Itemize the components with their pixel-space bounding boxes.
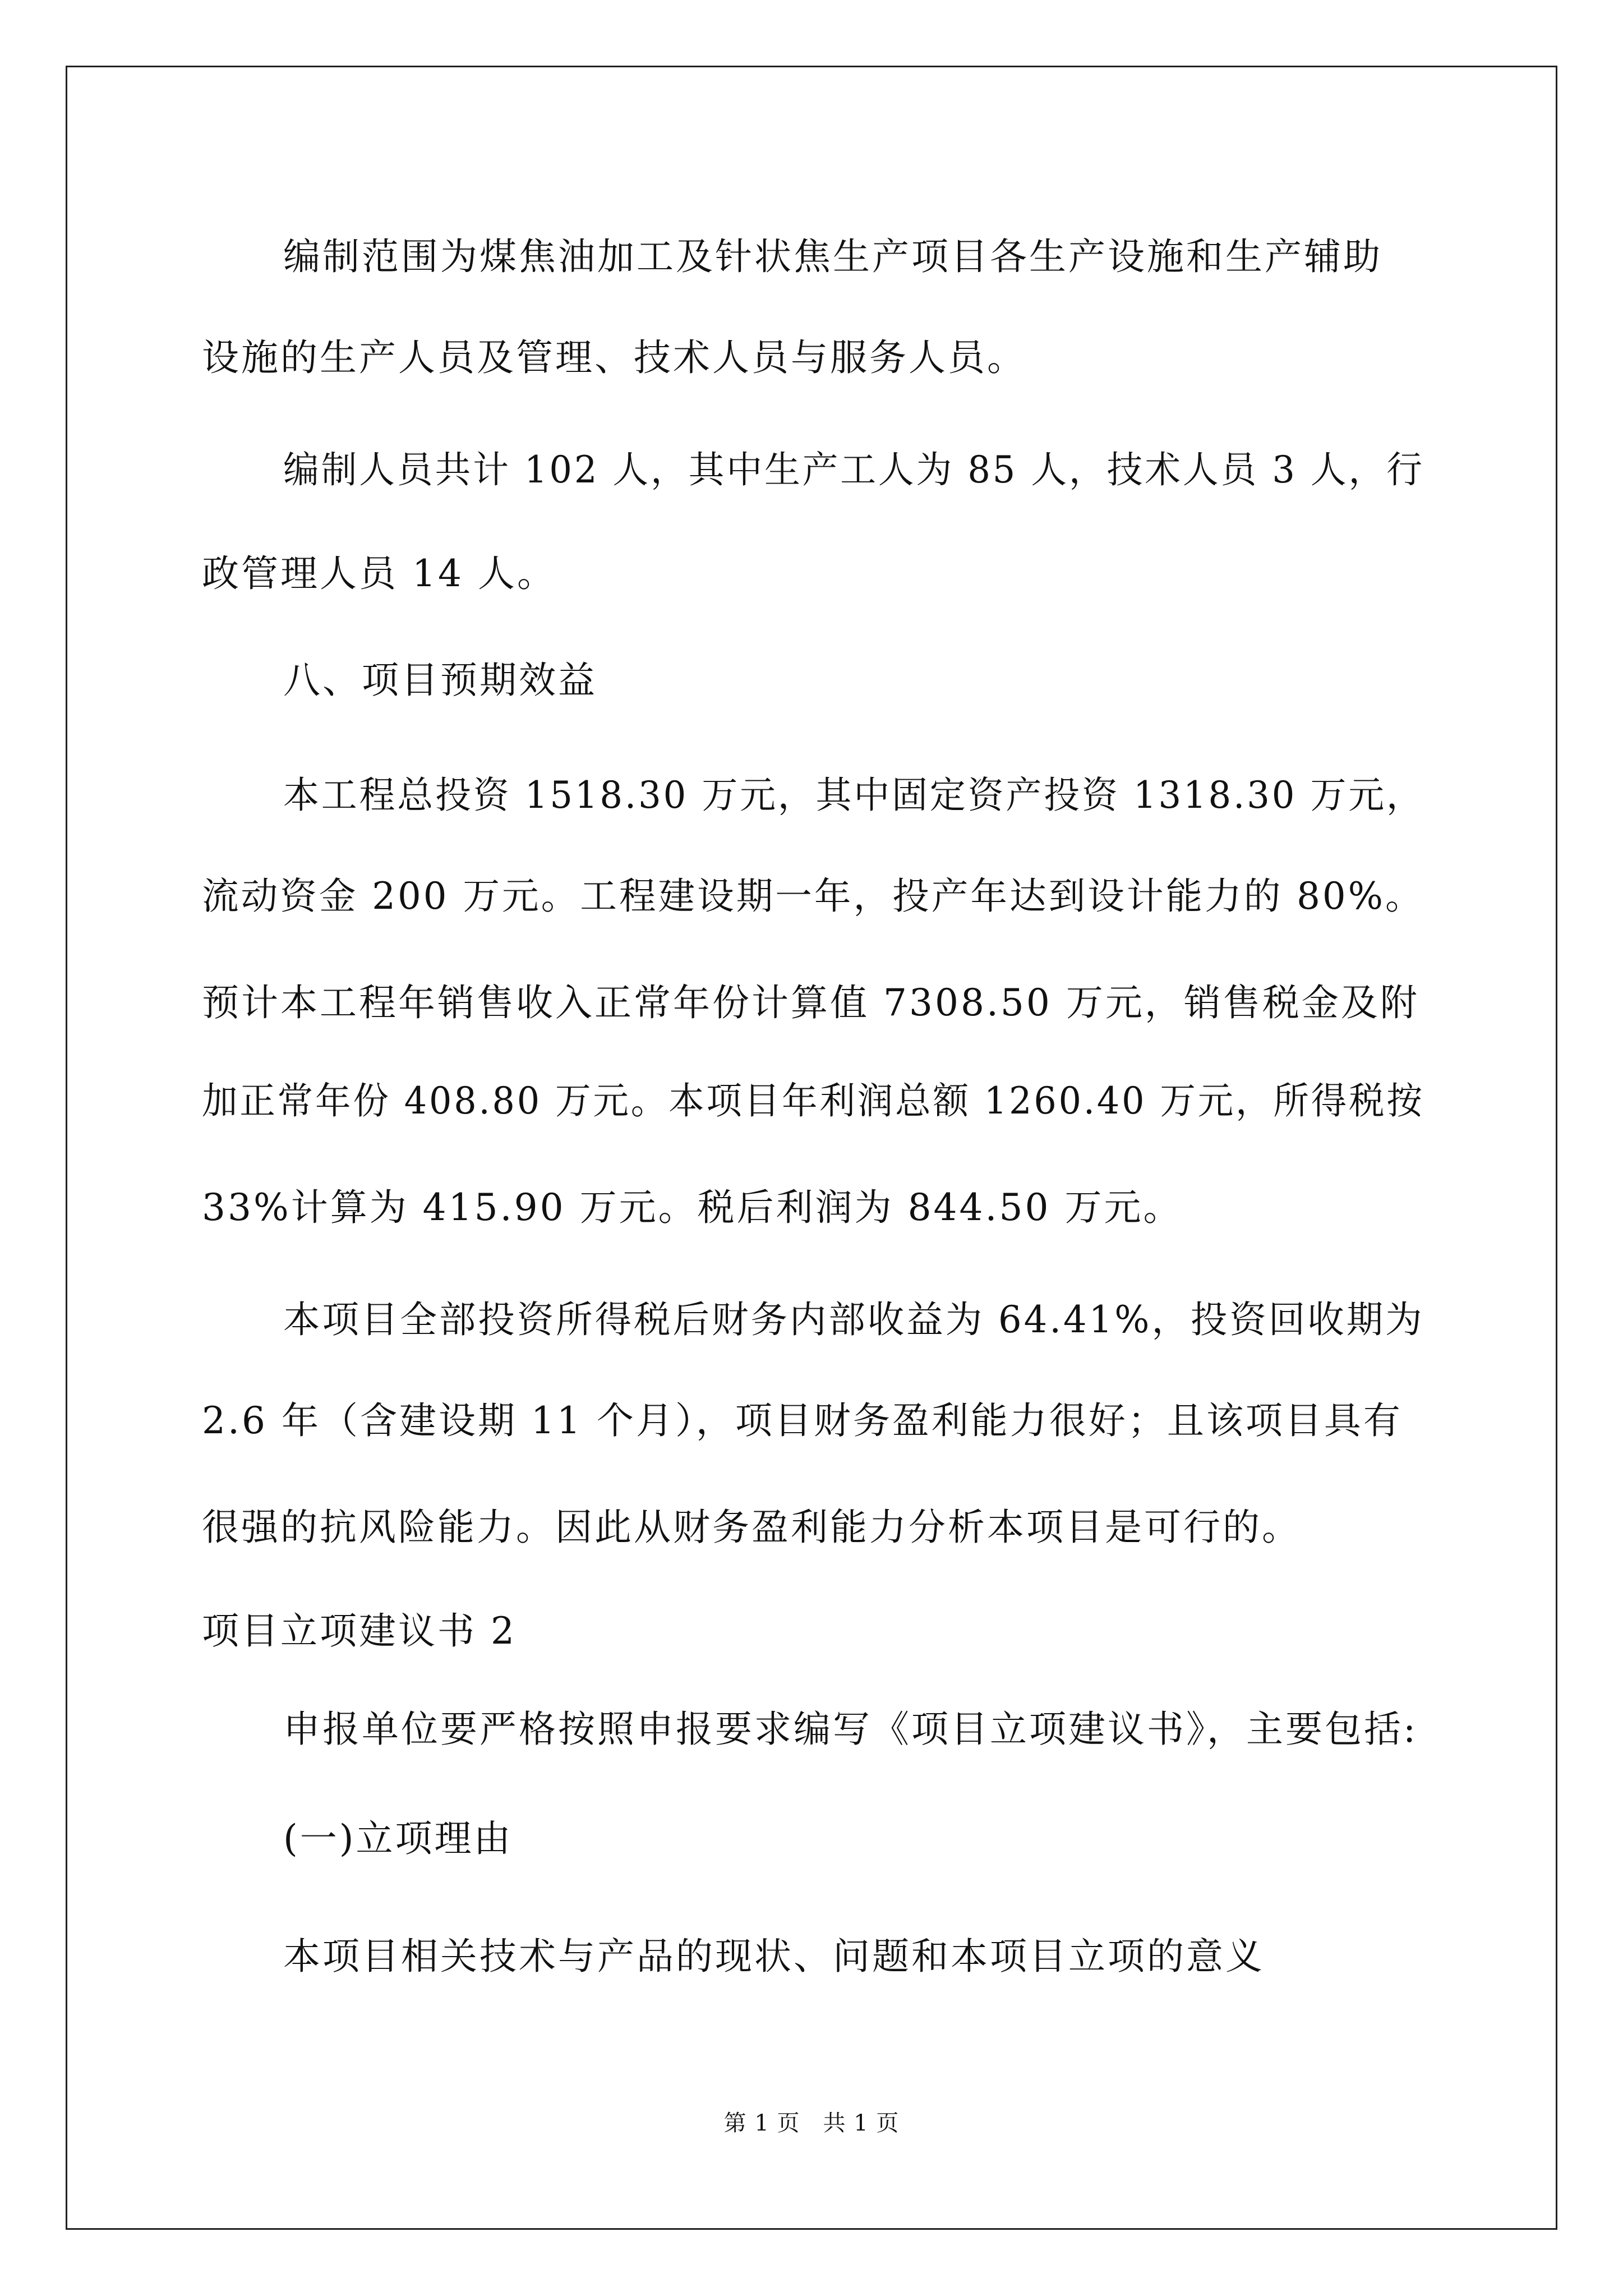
page-border (66, 66, 1557, 2230)
paragraph-line: 设施的生产人员及管理、技术人员与服务人员。 (202, 336, 1026, 379)
paragraph-line: 加正常年份 408.80 万元。本项目年利润总额 1260.40 万元，所得税按 (202, 1079, 1424, 1122)
paragraph-line: 本项目全部投资所得税后财务内部收益为 64.41%，投资回收期为 (283, 1298, 1424, 1341)
page-footer: 第 1 页 共 1 页 (723, 2110, 900, 2136)
paragraph-line: 编制范围为煤焦油加工及针状焦生产项目各生产设施和生产辅助 (283, 235, 1382, 278)
paragraph-line: 申报单位要严格按照申报要求编写《项目立项建议书》，主要包括: (283, 1708, 1418, 1751)
paragraph-line: 本项目相关技术与产品的现状、问题和本项目立项的意义 (283, 1935, 1265, 1978)
paragraph-line: 2.6 年（含建设期 11 个月），项目财务盈利能力很好；且该项目具有 (202, 1399, 1403, 1442)
subsection-heading: (一)立项理由 (283, 1817, 513, 1860)
paragraph-line: 编制人员共计 102 人，其中生产工人为 85 人，技术人员 3 人，行 (283, 448, 1424, 491)
paragraph-line: 33%计算为 415.90 万元。税后利润为 844.50 万元。 (202, 1186, 1183, 1229)
document-title: 项目立项建议书 2 (202, 1609, 517, 1653)
paragraph-line: 预计本工程年销售收入正常年份计算值 7308.50 万元，销售税金及附 (202, 981, 1419, 1024)
paragraph-line: 本工程总投资 1518.30 万元，其中固定资产投资 1318.30 万元， (283, 774, 1424, 817)
paragraph-line: 政管理人员 14 人。 (202, 552, 556, 595)
section-heading: 八、项目预期效益 (283, 659, 597, 702)
paragraph-line: 很强的抗风险能力。因此从财务盈利能力分析本项目是可行的。 (202, 1506, 1301, 1549)
paragraph-line: 流动资金 200 万元。工程建设期一年，投产年达到设计能力的 80%。 (202, 875, 1424, 918)
